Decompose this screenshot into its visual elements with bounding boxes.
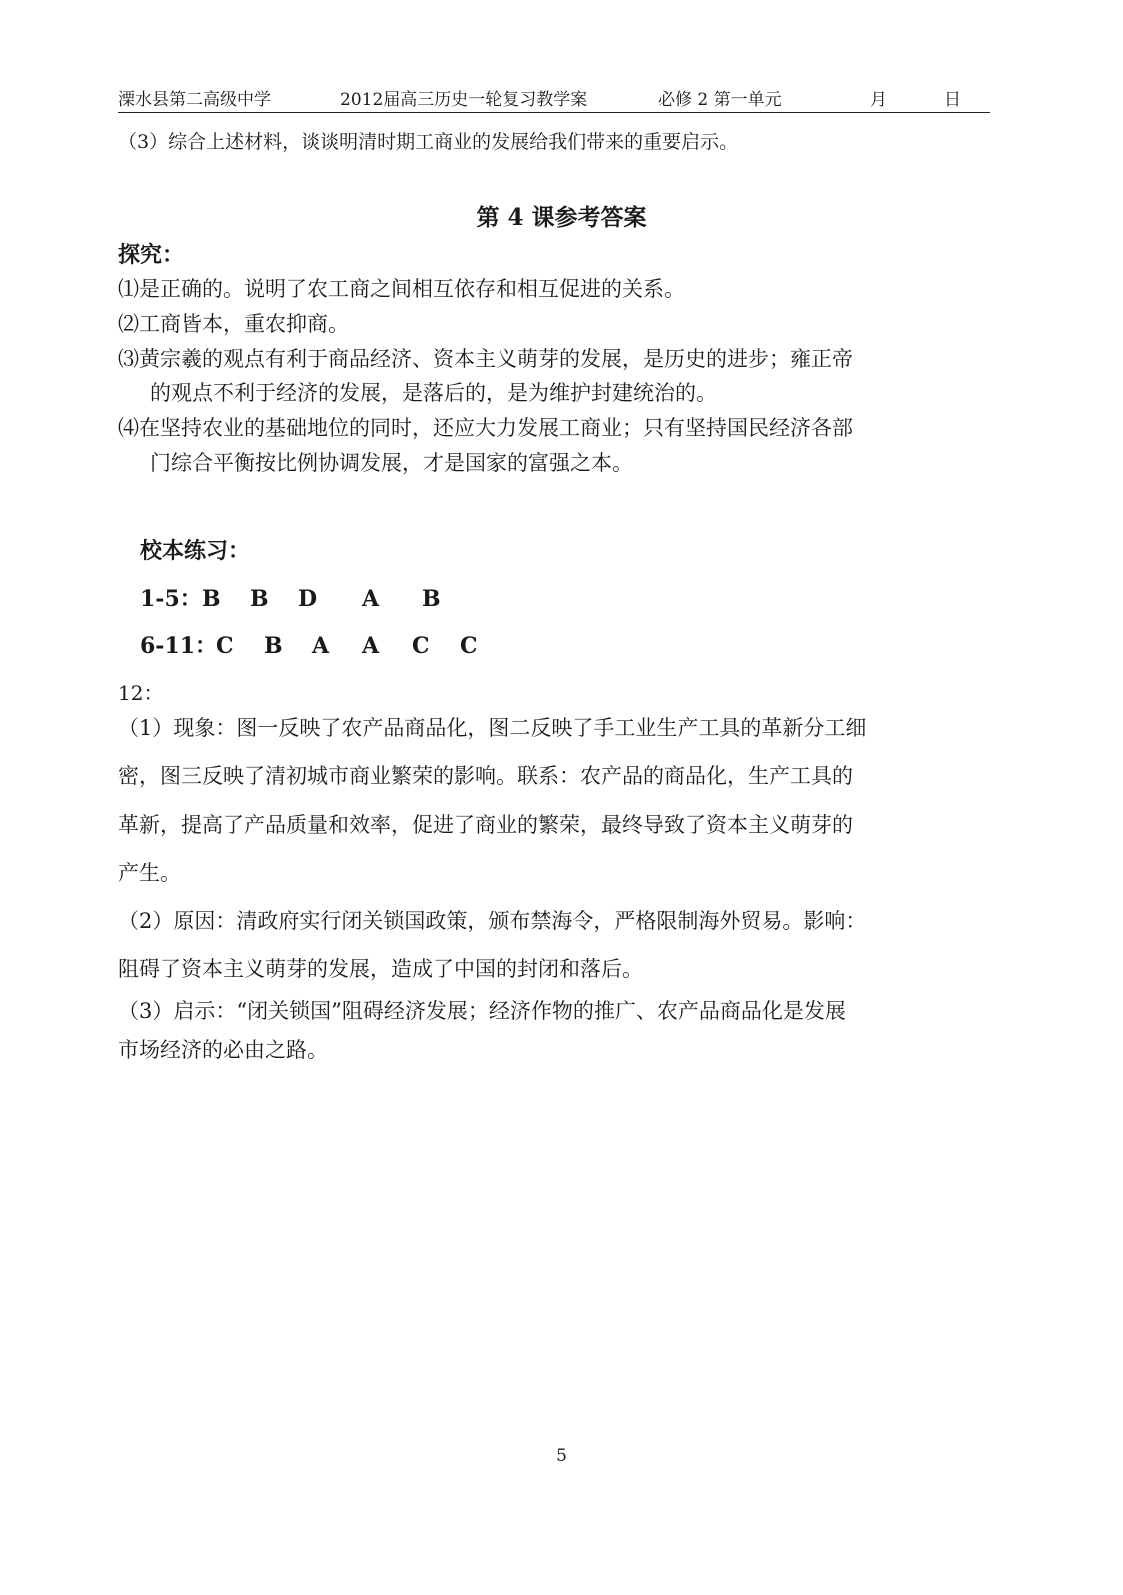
q12-part-1-line-2: 密，图三反映了清初城市商业繁荣的影响。联系：农产品的商品化，生产工具的 [118,764,853,788]
answer-5: B [422,586,441,612]
header-day: 日 [944,90,961,110]
tanjiu-item-3-line-1: ⑶黄宗羲的观点有利于商品经济、资本主义萌芽的发展，是历史的进步；雍正帝 [118,347,853,371]
answer-6: C [216,633,234,659]
q12-part-3-line-1: （3）启示：“闭关锁国”阻碍经济发展；经济作物的推广、农产品商品化是发展 [118,999,846,1023]
q12-part-3-line-2: 市场经济的必由之路。 [118,1038,328,1062]
tanjiu-item-2: ⑵工商皆本，重农抑商。 [118,312,349,336]
tanjiu-item-1: ⑴是正确的。说明了农工商之间相互依存和相互促进的关系。 [118,277,685,301]
header-school: 溧水县第二高级中学 [118,90,271,110]
page-header [118,88,990,113]
answer-4: A [362,586,380,612]
q12-part-1-line-3: 革新，提高了产品质量和效率，促进了商业的繁荣，最终导致了资本主义萌芽的 [118,813,853,837]
q12-part-2-line-2: 阻碍了资本主义萌芽的发展，造成了中国的封闭和落后。 [118,957,643,981]
answer-9: A [362,633,380,659]
answer-row-label: 6-11： [140,633,218,659]
header-unit: 必修 2 第一单元 [658,90,782,110]
answer-row-label: 1-5： [140,586,202,612]
q12-part-2-line-1: （2）原因：清政府实行闭关锁国政策，颁布禁海令，严格限制海外贸易。影响： [118,909,867,933]
answer-1: B [202,586,221,612]
answer-11: C [460,633,478,659]
answer-10: C [412,633,430,659]
tanjiu-item-3-line-2: 的观点不利于经济的发展，是落后的，是为维护封建统治的。 [150,381,717,405]
answer-7: B [264,633,283,659]
page-number: 5 [556,1446,567,1466]
question-3-text: （3）综合上述材料，谈谈明清时期工商业的发展给我们带来的重要启示。 [118,131,739,153]
q12-part-1-line-4: 产生。 [118,861,181,885]
answer-8: A [312,633,330,659]
header-title: 2012届高三历史一轮复习教学案 [340,90,588,110]
header-month: 月 [870,90,887,110]
xiaoben-heading: 校本练习： [140,538,251,564]
answer-2: B [250,586,269,612]
tanjiu-item-4-line-1: ⑷在坚持农业的基础地位的同时，还应大力发展工商业；只有坚持国民经济各部 [118,416,853,440]
lesson-title: 第 4 课参考答案 [476,204,647,231]
q12-part-1-line-1: （1）现象：图一反映了农产品商品化，图二反映了手工业生产工具的革新分工细 [118,716,867,740]
answer-3: D [298,586,318,612]
tanjiu-heading: 探究： [118,242,185,268]
question-12-number: 12： [118,681,164,705]
tanjiu-item-4-line-2: 门综合平衡按比例协调发展，才是国家的富强之本。 [150,451,633,475]
